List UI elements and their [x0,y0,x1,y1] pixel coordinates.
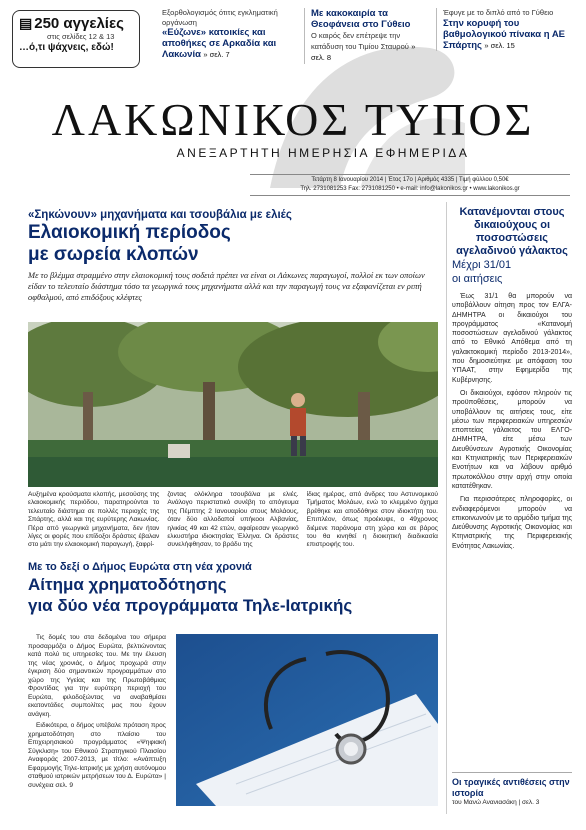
olive-grove-photo [28,322,438,487]
milk-body [452,292,572,551]
story2-headline-line-1: Αίτημα χρηματοδότησης [28,575,227,594]
newspaper-icon: ▤ [19,15,33,31]
lead-headline-line-1: Ελαιοκομική περίοδος [28,222,231,243]
lead-lede: Με το βλέμμα στραμμένο στην ελαιοκομική τους σοδειά πρέπει να είναι οι Λάκωνες παραγωγοί, πολλοί εκ των οποίων είδαν το τελευταίο διάστημα τόσο τα γεωργικά τους μηχανήματα αλλά και την παραγωγή τους να εξαφανίζεται εν ριπή οφθαλμού, από επιδόξους κλέφτες [28,270,425,302]
teaser-headline: «Εύζωνε» κατοικίες και αποθήκες σε Αρκαδία και Λακωνία [162,27,277,60]
story2-paragraph: Τις δομές του στα δεδομένα του σήμερα προσαρμόζει ο Δήμος Ευρώτα, βελτιώνοντας κατά πολύ τις υπηρεσίες του. Με την έλευση της νέας χρονιάς, ο Δήμος προχωρά στην έγκριση δύο σημαντικών προγραμμάτων στο χώρο της Υγείας και της Πρωτοβάθμιας Φροντίδας για την ευρύτερη περιοχή του Ευρώτα, φιλοδοξώντας να αναβαθμίσει εκατοντάδες συμπολίτες μας που έχουν ανάγκη. [28,634,166,718]
classifieds-pages: στις σελίδες 12 & 13 [47,32,115,41]
milk-paragraph: Για περισσότερες πληροφορίες, οι ενδιαφερόμενοι μπορούν να επικοινωνούν με το αρμόδιο τμήμα της Διεύθυνσης Αγροτικής Οικονομίας και Κτηνιατρικής της Περιφερειακής Ενότητας Λακωνίας. [452,496,572,550]
milk-paragraph: Έως 31/1 θα μπορούν να υποβάλλουν αίτηση προς τον ΕΛΓΑ-ΔΗΜΗΤΡΑ οι δικαιούχοι του προγράμματος «Κατανομή ποσοστώσεων αγελαδινού γάλακτος από το Εθνικό Απόθεμα από τη γαλακτοκομική περίοδο 2013-2014», που δημοσιεύτηκε με απόφαση του ΥΠΑΑΤ, στην Εφημερίδα της Κυβέρνησης. [452,293,572,384]
teaser-kicker: Εξορθολογισμός ότιτις εγκληματική οργάνωση [162,8,278,27]
milk-quota-story[interactable] [452,206,572,555]
teaser-arkadia[interactable] [162,8,294,61]
milk-subhead-deadline: Μέχρι 31/01 [452,259,512,271]
teaser-kicker: Έφυγε με το διπλό από το Γύθειο [443,8,554,17]
lead-body-columns [28,491,438,550]
contact-line: Τηλ. 2731081253 Fax: 2731081250 • e-mail: info@lakonikos.gr • www.lakonikos.gr [300,186,520,192]
lead-body-col-3: ίδιας ημέρας, από άνδρες του Αστυνομικού Τμήματος Μολάων, ενώ το κλεμμένο όχημα βρέθηκε και αποδόθηκε στον ιδιοκτήτη του. Επιπλέον, όπως προέκυψε, ο 49χρονος διέμενε παράνομα στη χώρα και σε βάρος του θα κινηθεί η διοικητική διαδικασία επιστροφής του. [306,491,438,549]
teaser-headline: Με κακοκαιρία τα Θεοφάνεια στο Γύθειο [311,8,411,30]
newspaper-title: ΛΑΚΩΝΙΚΟΣ ΤΥΠΟΣ [51,94,535,145]
stethoscope-photo [176,634,438,806]
newspaper-subtitle: ΑΝΕΞΑΡΤΗΤΗ ΗΜΕΡΗΣΙΑ ΕΦΗΜΕΡΙΔΑ [176,146,470,160]
opinion-headline: Οι τραγικές αντιθέσεις στην ιστορία [452,777,570,798]
classifieds-box[interactable] [12,10,140,68]
lead-kicker: «Σηκώνουν» μηχανήματα και τσουβάλια με ελιές [28,209,292,221]
story2-kicker: Με το δεξί ο Δήμος Ευρώτα στη νέα χρονιά [28,561,252,573]
lead-body-col-2: ζοντας ολόκληρα τσουβάλια με ελιές. Ανάλογο περιστατικό συνέβη το απόγευμα της Πέμπτης 2 Ιανουαρίου στους Μολάους, όταν δύο αλλοδαποί υπήκοοι Αλβανίας, ηλικίας 49 και 42 ετών, αφαίρεσαν γεωργικό ελκυστήρα ιδιοκτησίας Έλληνα. Οι δράστες συνελήφθησαν, το βράδυ της [167,491,299,549]
classifieds-slogan: …ό,τι ψάχνεις, εδώ! [19,42,114,53]
classifieds-count: 250 αγγελίες [34,15,124,32]
story2-headline-line-2: για δύο νέα προγράμματα Τηλε-Ιατρικής [28,596,353,615]
teaser-kicker: Ο καιρός δεν επέτρεψε την κατάδυση του Τιμίου Σταυρού [311,31,409,51]
lead-story[interactable] [28,208,438,303]
milk-subhead-applications: οι αιτήσεις [452,273,503,285]
teaser-theofania[interactable] [304,8,428,64]
teaser-page-ref: » σελ. 7 [203,50,230,59]
story2-body [28,634,166,793]
opinion-teaser[interactable] [452,772,572,806]
teaser-page-ref: » σελ. 15 [484,40,515,50]
lead-headline-line-2: με σωρεία κλοπών [28,244,199,265]
milk-headline: Κατανέμονται στους δικαιούχους οι ποσοστώσεις αγελαδινού γάλακτος [456,206,568,257]
lead-body-col-1: Αυξημένα κρούσματα κλοπής, μεσούσης της ελαιοκομικής περιόδου, παρατηρούνται το τελευταίο διάστημα σε πολλές περιοχές της Σπάρτης, αλλά και της ευρύτερης Λακωνίας. Πέρα από γεωργικά μηχανήματα, δεν ήταν λίγες οι φορές που επίδοξοι δράστες έβαλαν στο μάτι την ελαιοκομική παραγωγή, ξαφρί- [28,491,160,549]
teaser-ae-spartis[interactable] [436,8,574,51]
teaser-page-ref: » σελ. 8 [311,41,416,62]
teaser-headline: Στην κορυφή του βαθμολογικού πίνακα η ΑΕ Σπάρτης [443,17,566,51]
telemedicine-story[interactable] [28,560,438,616]
issue-date-line: Τετάρτη 8 Ιανουαρίου 2014 | Έτος 17ο | Αριθμός 4335 | Τιμή φύλλου 0,50€ [311,177,509,183]
masthead [0,96,586,160]
milk-paragraph: Οι δικαιούχοι, εφόσον πληρούν τις προϋποθέσεις, μπορούν να υποβάλλουν τις αιτήσεις τους, είτε μέσω των περιφερειακών υπηρεσιών εποπτείας γάλακτος του ΕΛΓΟ-ΔΗΜΗΤΡΑ, είτε μέσω των Διευθύνσεων Αγροτικής Οικονομίας και Κτηνιατρικής των Περιφερειακών Ενοτήτων και να λάβουν αριθμό πρωτοκόλλου στην αρχή στην οποία κατατέθηκαν. [452,389,572,490]
column-divider [446,202,447,814]
top-teaser-strip [12,8,574,72]
issue-info [250,174,570,196]
opinion-author-ref: του Μανώ Ανανιασάκη | σελ. 3 [452,799,540,806]
story2-paragraph: Ειδικότερα, ο δήμος υπέβαλε πρόταση προς χρηματοδότηση στο πλαίσιο του Επιχειρησιακού προγράμματος «Ψηφιακή Σύγκλιση» του Εθνικού Στρατηγικού Πλαισίου Αναφοράς 2007-2013, με τίτλο: «Ανάπτυξη Εφαρμογής Τηλε-Ιατρικής με χρήση αυτόνομου σταθμού ιατρικών μετρήσεων του Δ. Ευρώτα» | συνέχεια σελ. 9 [28,722,166,789]
